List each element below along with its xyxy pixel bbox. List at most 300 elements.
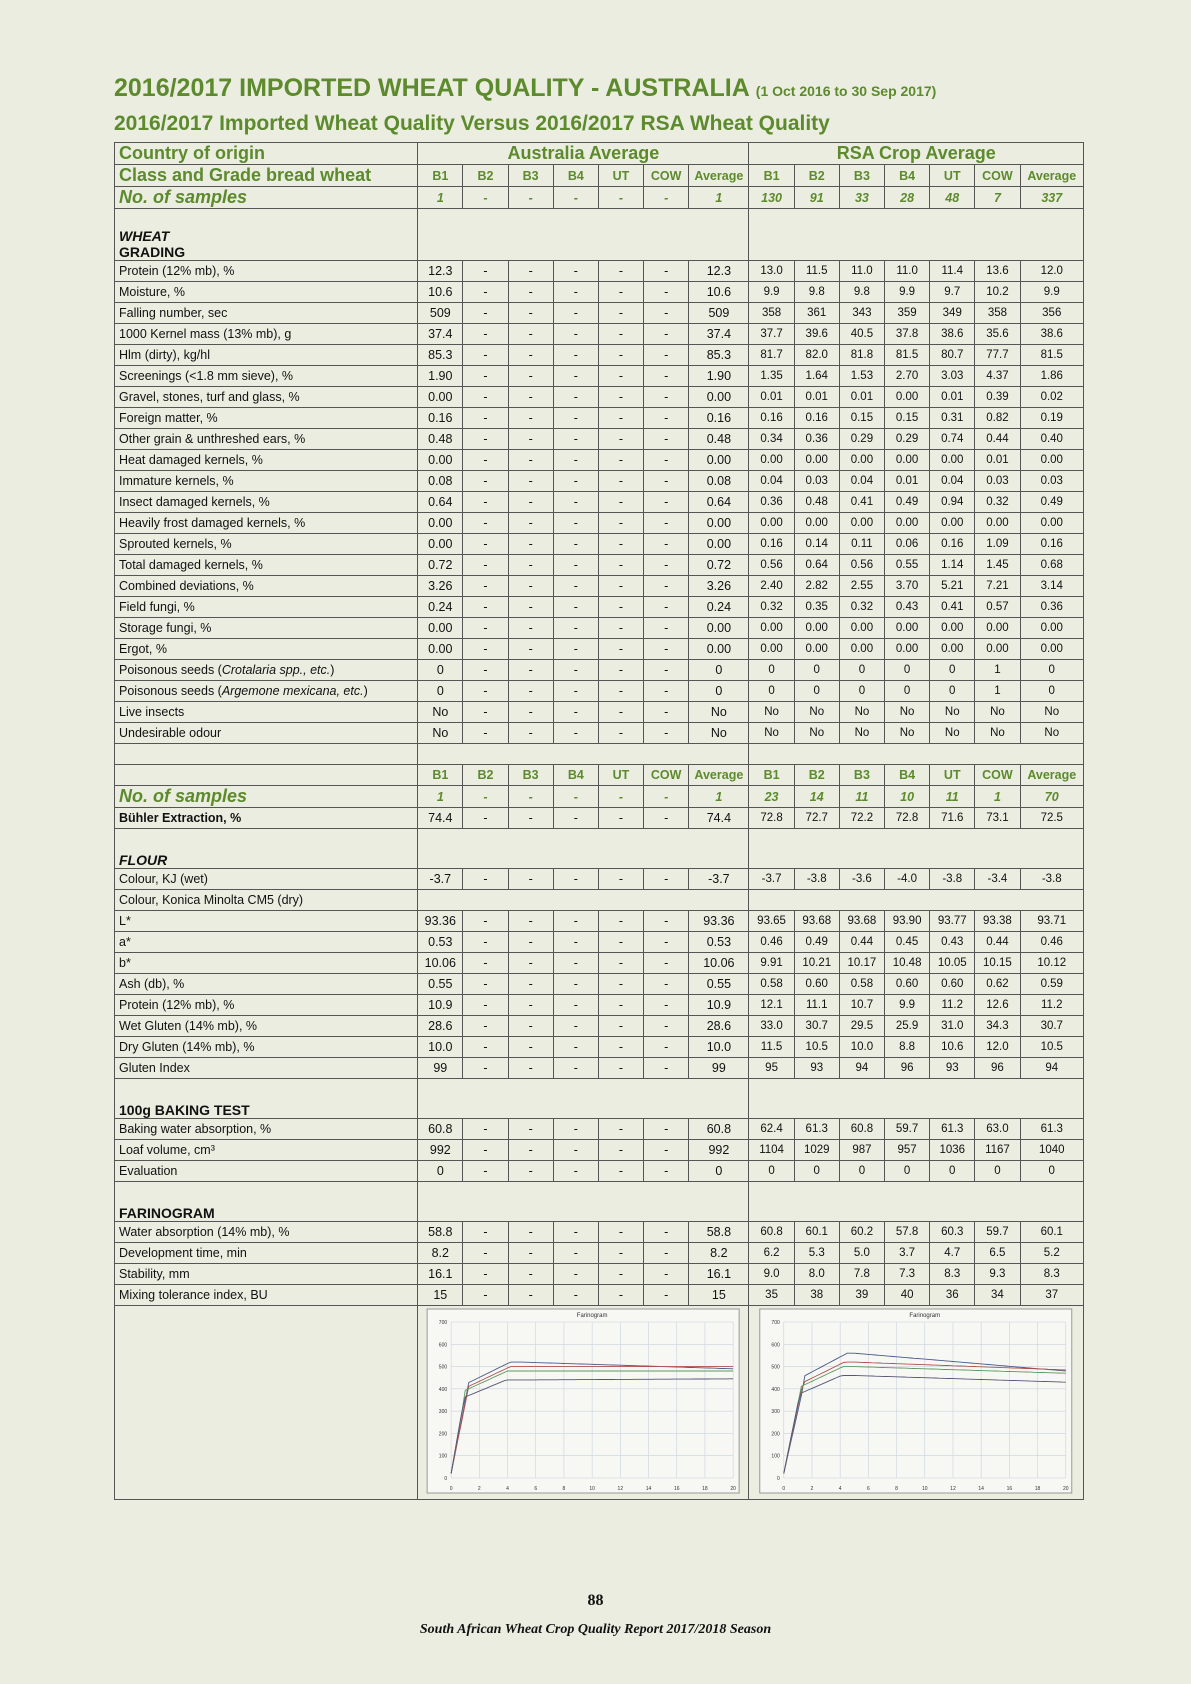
cell-value: - <box>463 492 508 513</box>
cell-value: 60.8 <box>689 1119 749 1140</box>
cell-value: 0.60 <box>794 974 839 995</box>
cell-value: 0.34 <box>749 429 794 450</box>
cell-value: 93 <box>930 1058 975 1079</box>
cell-value: - <box>598 261 643 282</box>
cell-value: - <box>644 681 689 702</box>
cell-value: - <box>598 932 643 953</box>
x-tick-label: 4 <box>839 1486 843 1492</box>
cell-value: 74.4 <box>418 808 463 829</box>
cell-value: 0.16 <box>1020 534 1083 555</box>
column-header: B4 <box>885 765 930 786</box>
cell-value: 0.02 <box>1020 387 1083 408</box>
cell-value: - <box>644 911 689 932</box>
cell-value: 0.00 <box>975 618 1020 639</box>
cell-value: - <box>644 303 689 324</box>
cell-value: 0.15 <box>839 408 884 429</box>
cell-value: 93.65 <box>749 911 794 932</box>
cell-value: 1.53 <box>839 366 884 387</box>
cell-value: 12.6 <box>975 995 1020 1016</box>
table-row <box>115 1119 1084 1140</box>
column-header: UT <box>598 165 643 187</box>
cell-value: - <box>508 576 553 597</box>
cell-value: - <box>463 1119 508 1140</box>
cell-value: 0.31 <box>930 408 975 429</box>
y-tick-label: 300 <box>771 1409 781 1416</box>
cell-value: - <box>553 1243 598 1264</box>
row-label: Colour, KJ (wet) <box>115 869 418 890</box>
cell-value: - <box>463 911 508 932</box>
cell-value: - <box>553 1140 598 1161</box>
cell-value: 81.8 <box>839 345 884 366</box>
samples-count: 91 <box>794 187 839 209</box>
cell-value: - <box>553 429 598 450</box>
cell-value: 0.64 <box>794 555 839 576</box>
samples-count: 14 <box>794 786 839 808</box>
cell-value: 987 <box>839 1140 884 1161</box>
cell-value: - <box>508 387 553 408</box>
cell-value: 0.00 <box>418 513 463 534</box>
cell-value: 0.00 <box>689 618 749 639</box>
cell-value: 12.0 <box>975 1037 1020 1058</box>
cell-value: 0.36 <box>1020 597 1083 618</box>
cell-value: 93.90 <box>885 911 930 932</box>
column-header: B2 <box>463 765 508 786</box>
cell-value: 0.00 <box>749 450 794 471</box>
row-label: Sprouted kernels, % <box>115 534 418 555</box>
row-label: L* <box>115 911 418 932</box>
cell-value: 37.8 <box>885 324 930 345</box>
cell-value: 0 <box>885 1161 930 1182</box>
cell-value: 0.00 <box>885 639 930 660</box>
cell-value: 0.59 <box>1020 974 1083 995</box>
cell-value: 8.2 <box>418 1243 463 1264</box>
cell-value: 0.39 <box>975 387 1020 408</box>
cell-value: - <box>644 639 689 660</box>
cell-value: 58.8 <box>418 1222 463 1243</box>
cell-value: 39.6 <box>794 324 839 345</box>
cell-value: 11.0 <box>885 261 930 282</box>
cell-value: 0.58 <box>749 974 794 995</box>
column-header: B1 <box>749 165 794 187</box>
cell-value: 0.36 <box>749 492 794 513</box>
cell-value: 0.43 <box>930 932 975 953</box>
cell-value: - <box>644 1264 689 1285</box>
column-header: B2 <box>463 165 508 187</box>
cell-value: - <box>508 555 553 576</box>
cell-value: - <box>463 408 508 429</box>
y-tick-label: 500 <box>771 1364 781 1371</box>
cell-value: - <box>463 1058 508 1079</box>
row-label: Wet Gluten (14% mb), % <box>115 1016 418 1037</box>
samples-count: - <box>553 187 598 209</box>
cell-value: - <box>508 429 553 450</box>
table-row <box>115 471 1084 492</box>
row-label: Baking water absorption, % <box>115 1119 418 1140</box>
cell-value: 39 <box>839 1285 884 1306</box>
cell-value: 1.90 <box>689 366 749 387</box>
cell-value: 0.01 <box>975 450 1020 471</box>
samples-count: 10 <box>885 786 930 808</box>
cell-value: - <box>644 618 689 639</box>
cell-value: 10.5 <box>1020 1037 1083 1058</box>
cell-value: 72.5 <box>1020 808 1083 829</box>
cell-value: -4.0 <box>885 869 930 890</box>
samples-count: 1 <box>689 187 749 209</box>
samples-count: - <box>508 786 553 808</box>
cell-value: - <box>553 387 598 408</box>
blank-cell <box>749 890 1084 911</box>
cell-value: -3.7 <box>749 869 794 890</box>
cell-value: 0.55 <box>689 974 749 995</box>
cell-value: - <box>463 639 508 660</box>
x-tick-label: 10 <box>922 1486 929 1492</box>
cell-value: 16.1 <box>689 1264 749 1285</box>
samples-count: - <box>508 187 553 209</box>
cell-value: - <box>644 576 689 597</box>
cell-value: - <box>553 995 598 1016</box>
cell-value: - <box>508 702 553 723</box>
cell-value: 95 <box>749 1058 794 1079</box>
cell-value: - <box>508 1058 553 1079</box>
cell-value: 0.00 <box>749 513 794 534</box>
blank-cell <box>115 765 418 786</box>
cell-value: - <box>553 702 598 723</box>
cell-value: - <box>598 282 643 303</box>
cell-value: 0.49 <box>885 492 930 513</box>
row-label: Gluten Index <box>115 1058 418 1079</box>
cell-value: 0 <box>885 660 930 681</box>
cell-value: 0.44 <box>839 932 884 953</box>
cell-value: 0 <box>839 1161 884 1182</box>
cell-value: 10.0 <box>689 1037 749 1058</box>
column-header: COW <box>644 165 689 187</box>
cell-value: 59.7 <box>885 1119 930 1140</box>
y-tick-label: 600 <box>771 1342 781 1349</box>
cell-value: - <box>463 932 508 953</box>
cell-value: 93.36 <box>418 911 463 932</box>
cell-value: - <box>463 723 508 744</box>
cell-value: 28.6 <box>689 1016 749 1037</box>
cell-value: No <box>418 723 463 744</box>
cell-value: - <box>644 932 689 953</box>
cell-value: - <box>553 660 598 681</box>
cell-value: - <box>553 1119 598 1140</box>
cell-value: 15 <box>689 1285 749 1306</box>
cell-value: 0.45 <box>885 932 930 953</box>
cell-value: 1104 <box>749 1140 794 1161</box>
cell-value: 9.9 <box>1020 282 1083 303</box>
cell-value: No <box>930 702 975 723</box>
cell-value: 0 <box>418 681 463 702</box>
x-tick-label: 4 <box>506 1486 510 1492</box>
cell-value: - <box>644 597 689 618</box>
cell-value: - <box>553 681 598 702</box>
row-label: Screenings (<1.8 mm sieve), % <box>115 366 418 387</box>
cell-value: 0.00 <box>930 639 975 660</box>
cell-value: - <box>553 1037 598 1058</box>
cell-value: 10.48 <box>885 953 930 974</box>
y-tick-label: 700 <box>439 1320 448 1326</box>
cell-value: No <box>885 723 930 744</box>
cell-value: 59.7 <box>975 1222 1020 1243</box>
spacer-cell <box>115 744 418 765</box>
cell-value: 0.35 <box>794 597 839 618</box>
cell-value: - <box>463 808 508 829</box>
cell-value: 0.16 <box>930 534 975 555</box>
cell-value: - <box>463 513 508 534</box>
cell-value: 0.00 <box>794 450 839 471</box>
cell-value: 60.3 <box>930 1222 975 1243</box>
cell-value: No <box>885 702 930 723</box>
cell-value: 0.01 <box>885 471 930 492</box>
samples-count: 23 <box>749 786 794 808</box>
cell-value: 10.6 <box>689 282 749 303</box>
cell-value: - <box>644 387 689 408</box>
row-label: 1000 Kernel mass (13% mb), g <box>115 324 418 345</box>
cell-value: - <box>598 345 643 366</box>
cell-value: - <box>644 450 689 471</box>
cell-value: 0.36 <box>794 429 839 450</box>
cell-value: 0 <box>689 681 749 702</box>
x-tick-label: 12 <box>617 1486 624 1492</box>
cell-value: 2.55 <box>839 576 884 597</box>
cell-value: - <box>508 974 553 995</box>
blank-cell <box>418 829 749 869</box>
cell-value: - <box>644 974 689 995</box>
row-label: Ergot, % <box>115 639 418 660</box>
cell-value: - <box>553 808 598 829</box>
table-row <box>115 534 1084 555</box>
cell-value: - <box>598 324 643 345</box>
cell-value: - <box>598 1016 643 1037</box>
y-tick-label: 400 <box>439 1386 448 1393</box>
table-row <box>115 1222 1084 1243</box>
cell-value: - <box>553 513 598 534</box>
row-label: Combined deviations, % <box>115 576 418 597</box>
cell-value: 1 <box>975 660 1020 681</box>
cell-value: 0.32 <box>975 492 1020 513</box>
cell-value: - <box>598 429 643 450</box>
cell-value: 0.16 <box>749 408 794 429</box>
cell-value: 0.00 <box>839 513 884 534</box>
cell-value: - <box>644 429 689 450</box>
cell-value: - <box>508 282 553 303</box>
table-row <box>115 932 1084 953</box>
cell-value: - <box>508 932 553 953</box>
cell-value: 0.60 <box>930 974 975 995</box>
samples-count: - <box>553 786 598 808</box>
country-row <box>115 143 1084 165</box>
cell-value: 957 <box>885 1140 930 1161</box>
cell-value: - <box>553 639 598 660</box>
cell-value: 10.5 <box>794 1037 839 1058</box>
column-header: COW <box>975 165 1020 187</box>
cell-value: - <box>553 1285 598 1306</box>
cell-value: 0.24 <box>418 597 463 618</box>
column-header: Average <box>689 165 749 187</box>
table-row <box>115 282 1084 303</box>
row-label: Total damaged kernels, % <box>115 555 418 576</box>
cell-value: 0.43 <box>885 597 930 618</box>
cell-value: 0.41 <box>839 492 884 513</box>
cell-value: 0.48 <box>418 429 463 450</box>
cell-value: 34 <box>975 1285 1020 1306</box>
cell-value: - <box>508 597 553 618</box>
cell-value: - <box>598 597 643 618</box>
cell-value: 72.7 <box>794 808 839 829</box>
cell-value: 0.44 <box>975 429 1020 450</box>
cell-value: 0.11 <box>839 534 884 555</box>
cell-value: - <box>463 1016 508 1037</box>
y-tick-label: 0 <box>777 1476 781 1482</box>
cell-value: - <box>598 869 643 890</box>
table-row <box>115 597 1084 618</box>
cell-value: 16.1 <box>418 1264 463 1285</box>
cell-value: 0.03 <box>1020 471 1083 492</box>
cell-value: - <box>508 869 553 890</box>
cell-value: - <box>598 1264 643 1285</box>
cell-value: - <box>463 576 508 597</box>
flour-section-title: FLOUR <box>115 829 418 869</box>
cell-value: 36 <box>930 1285 975 1306</box>
column-header: Average <box>1020 765 1083 786</box>
konica-label: Colour, Konica Minolta CM5 (dry) <box>115 890 418 911</box>
samples-row <box>115 786 1084 808</box>
cell-value: 6.5 <box>975 1243 1020 1264</box>
cell-value: 37.4 <box>418 324 463 345</box>
samples-count: 1 <box>418 187 463 209</box>
cell-value: 34.3 <box>975 1016 1020 1037</box>
cell-value: - <box>598 450 643 471</box>
farinogram-title: Farinogram <box>909 1313 941 1319</box>
cell-value: -3.8 <box>930 869 975 890</box>
table-row <box>115 492 1084 513</box>
cell-value: 37 <box>1020 1285 1083 1306</box>
cell-value: - <box>463 597 508 618</box>
cell-value: 4.37 <box>975 366 1020 387</box>
cell-value: 343 <box>839 303 884 324</box>
samples-row <box>115 187 1084 209</box>
cell-value: - <box>598 513 643 534</box>
cell-value: 0.00 <box>930 618 975 639</box>
cell-value: 0.06 <box>885 534 930 555</box>
quality-table <box>114 142 1084 1500</box>
cell-value: 0 <box>839 660 884 681</box>
cell-value: 0.00 <box>418 618 463 639</box>
cell-value: No <box>794 723 839 744</box>
x-tick-label: 6 <box>534 1486 538 1492</box>
row-label: Heat damaged kernels, % <box>115 450 418 471</box>
x-tick-label: 14 <box>645 1486 652 1492</box>
table-row <box>115 1016 1084 1037</box>
cell-value: 3.7 <box>885 1243 930 1264</box>
cell-value: 0.00 <box>885 450 930 471</box>
cell-value: - <box>598 639 643 660</box>
cell-value: - <box>644 366 689 387</box>
farino-section-title: FARINOGRAM <box>115 1182 418 1222</box>
x-tick-label: 12 <box>950 1486 957 1492</box>
cell-value: 0 <box>794 681 839 702</box>
samples-count: 1 <box>689 786 749 808</box>
cell-value: - <box>644 408 689 429</box>
cell-value: 992 <box>689 1140 749 1161</box>
cell-value: No <box>839 723 884 744</box>
cell-value: 9.8 <box>794 282 839 303</box>
cell-value: 0.55 <box>418 974 463 995</box>
cell-value: - <box>553 953 598 974</box>
cell-value: - <box>553 450 598 471</box>
cell-value: 0 <box>839 681 884 702</box>
cell-value: 35 <box>749 1285 794 1306</box>
cell-value: 0.00 <box>689 387 749 408</box>
table-row <box>115 639 1084 660</box>
cell-value: 40.5 <box>839 324 884 345</box>
page-subtitle: 2016/2017 Imported Wheat Quality Versus 2016/2017 RSA Wheat Quality <box>114 112 830 135</box>
cell-value: 0.57 <box>975 597 1020 618</box>
cell-value: 9.9 <box>885 995 930 1016</box>
cell-value: 1040 <box>1020 1140 1083 1161</box>
cell-value: - <box>598 471 643 492</box>
cell-value: - <box>598 576 643 597</box>
cell-value: 93.77 <box>930 911 975 932</box>
cell-value: - <box>598 1285 643 1306</box>
cell-value: No <box>839 702 884 723</box>
cell-value: 61.3 <box>930 1119 975 1140</box>
column-header: B1 <box>418 765 463 786</box>
cell-value: 0.01 <box>749 387 794 408</box>
y-tick-label: 700 <box>771 1320 781 1326</box>
cell-value: 12.1 <box>749 995 794 1016</box>
cell-value: 0 <box>885 681 930 702</box>
cell-value: 8.3 <box>1020 1264 1083 1285</box>
x-tick-label: 6 <box>867 1486 871 1492</box>
cell-value: - <box>553 1264 598 1285</box>
cell-value: - <box>508 911 553 932</box>
cell-value: 0.19 <box>1020 408 1083 429</box>
cell-value: 72.2 <box>839 808 884 829</box>
cell-value: 9.9 <box>749 282 794 303</box>
cell-value: - <box>644 492 689 513</box>
cell-value: - <box>598 387 643 408</box>
cell-value: 60.8 <box>418 1119 463 1140</box>
cell-value: - <box>508 345 553 366</box>
cell-value: 0.53 <box>689 932 749 953</box>
column-header: B3 <box>508 165 553 187</box>
cell-value: - <box>508 1037 553 1058</box>
cell-value: 0.00 <box>418 639 463 660</box>
cell-value: 13.6 <box>975 261 1020 282</box>
cell-value: 85.3 <box>689 345 749 366</box>
samples-count: - <box>463 187 508 209</box>
cell-value: - <box>508 1119 553 1140</box>
cell-value: 0.74 <box>930 429 975 450</box>
cell-value: - <box>508 953 553 974</box>
cell-value: 9.8 <box>839 282 884 303</box>
cell-value: 82.0 <box>794 345 839 366</box>
column-header: B1 <box>749 765 794 786</box>
cell-value: 1.90 <box>418 366 463 387</box>
cell-value: - <box>644 534 689 555</box>
cell-value: - <box>553 1161 598 1182</box>
cell-value: 2.82 <box>794 576 839 597</box>
cell-value: - <box>644 869 689 890</box>
cell-value: 0.01 <box>839 387 884 408</box>
cell-value: -3.8 <box>794 869 839 890</box>
cell-value: 0 <box>1020 660 1083 681</box>
cell-value: - <box>644 471 689 492</box>
cell-value: -3.4 <box>975 869 1020 890</box>
cell-value: 0 <box>749 660 794 681</box>
